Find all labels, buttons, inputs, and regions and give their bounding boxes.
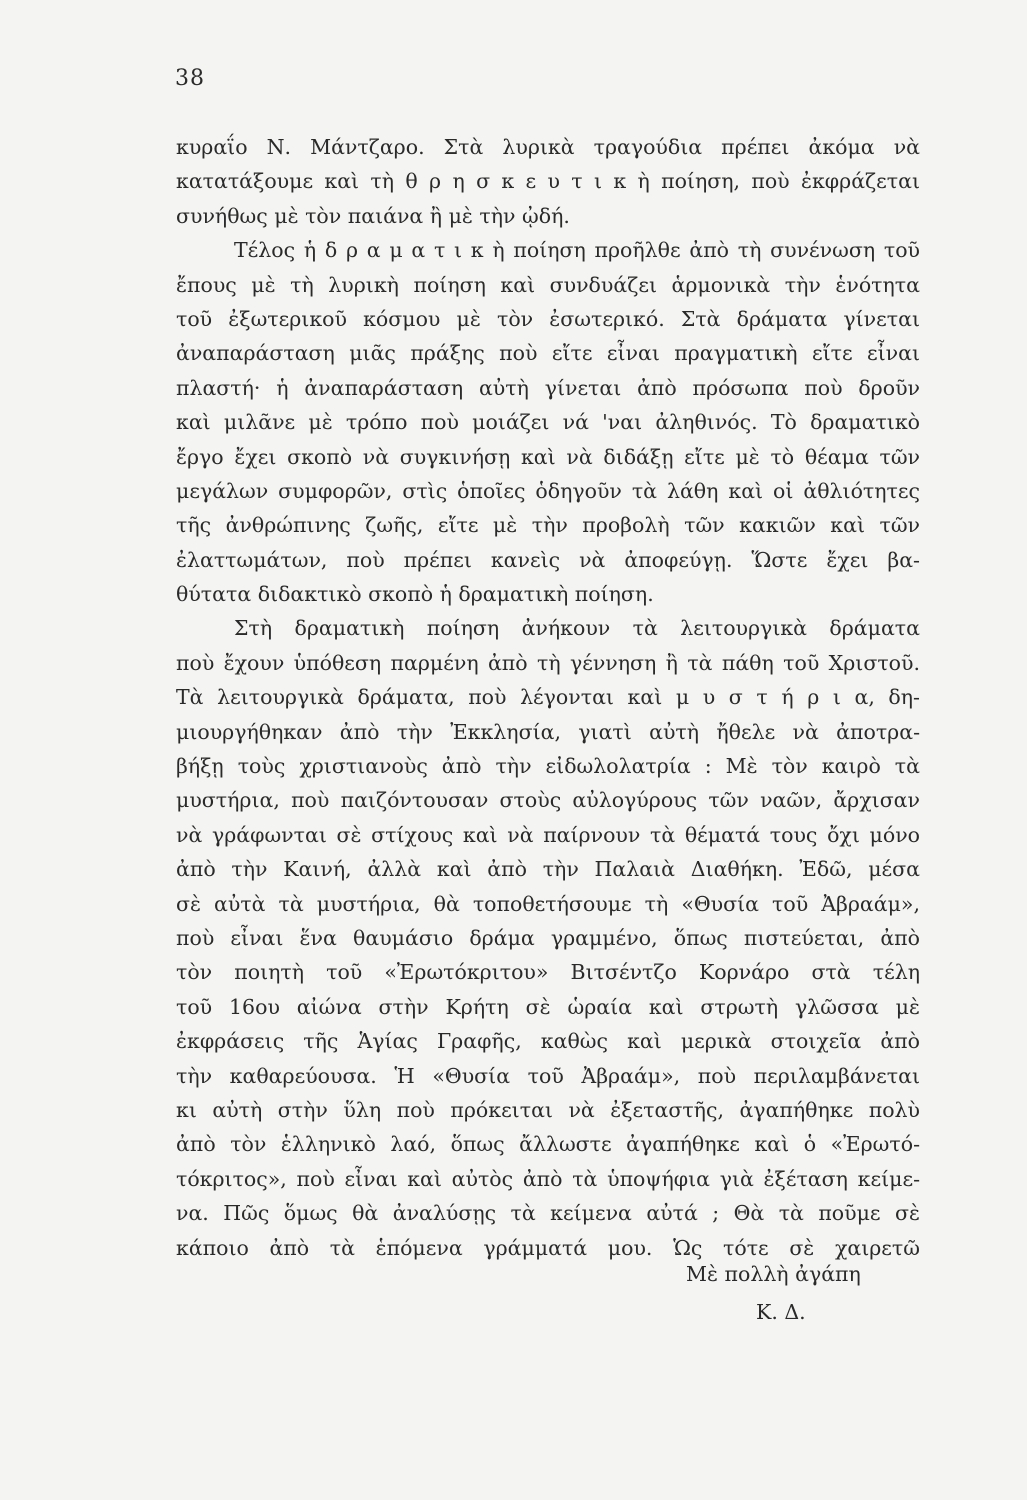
- text-line: ἀπὸ τὸν ἑλληνικὸ λαό, ὅπως ἄλλωστε ἀγαπήθηκε καὶ ὁ «Ἐρωτό-: [176, 1132, 920, 1157]
- text-line: ἀπὸ τὴν Καινή, ἀλλὰ καὶ ἀπὸ τὴν Παλαιὰ Διαθήκη. Ἐδῶ, μέσα: [176, 857, 920, 882]
- text-line: βήξῃ τοὺς χριστιανοὺς ἀπὸ τὴν εἰδωλολατρία : Μὲ τὸν καιρὸ τὰ: [176, 754, 920, 779]
- text-line: ἀναπαράσταση μιᾶς πράξης ποὺ εἴτε εἶναι πραγματικὴ εἴτε εἶναι: [176, 341, 920, 366]
- text-line: Στὴ δραματικὴ ποίηση ἀνήκουν τὰ λειτουργικὰ δράματα: [234, 616, 920, 641]
- text-line: σὲ αὐτὰ τὰ μυστήρια, θὰ τοποθετήσουμε τὴ «Θυσία τοῦ Ἀβραάμ»,: [176, 891, 920, 916]
- text-line: τὴν καθαρεύουσα. Ἡ «Θυσία τοῦ Ἀβραάμ», ποὺ περιλαμβάνεται: [176, 1063, 920, 1088]
- text-line: ποὺ ἔχουν ὑπόθεση παρμένη ἀπὸ τὴ γέννηση ἢ τὰ πάθη τοῦ Χριστοῦ.: [176, 650, 920, 675]
- text-line: κυραΐο Ν. Μάντζαρο. Στὰ λυρικὰ τραγούδια πρέπει ἀκόμα νὰ: [176, 135, 920, 159]
- text-line: καὶ μιλᾶνε μὲ τρόπο ποὺ μοιάζει νά 'ναι ἀληθινός. Τὸ δραματικὸ: [176, 410, 920, 435]
- text-line: μιουργήθηκαν ἀπὸ τὴν Ἐκκλησία, γιατὶ αὐτὴ ἤθελε νὰ ἀποτρα-: [176, 719, 920, 744]
- body-text: [176, 130, 920, 1265]
- text-line: να. Πῶς ὅμως θὰ ἀναλύσῃς τὰ κείμενα αὐτά ; Θὰ τὰ ποῦμε σὲ: [176, 1201, 920, 1226]
- text-line: κι αὐτὴ στὴν ὕλη ποὺ πρόκειται νὰ ἐξεταστῆς, ἀγαπήθηκε πολὺ: [176, 1097, 920, 1122]
- text-line: θύτατα διδακτικὸ σκοπὸ ἡ δραματικὴ ποίηση.: [176, 582, 654, 607]
- text-line: συνήθως μὲ τὸν παιάνα ἢ μὲ τὴν ᾠδή.: [176, 203, 570, 228]
- closing-salutation: Μὲ πολλὴ ἀγάπη: [686, 1262, 861, 1286]
- text-line: κατατάξουμε καὶ τὴ θ ρ η σ κ ε υ τ ι κ ὴ ποίηση, ποὺ ἐκφράζεται: [176, 169, 920, 194]
- text-line: τὸν ποιητὴ τοῦ «Ἐρωτόκριτου» Βιτσέντζο Κορνάρο στὰ τέλη: [176, 960, 920, 985]
- text-line: ἐκφράσεις τῆς Ἁγίας Γραφῆς, καθὼς καὶ μερικὰ στοιχεῖα ἀπὸ: [176, 1029, 920, 1054]
- text-line: τόκριτος», ποὺ εἶναι καὶ αὐτὸς ἀπὸ τὰ ὑποψήφια γιὰ ἐξέταση κείμε-: [176, 1166, 920, 1191]
- text-line: τοῦ 16ου αἰώνα στὴν Κρήτη σὲ ὡραία καὶ στρωτὴ γλῶσσα μὲ: [176, 994, 920, 1019]
- text-line: ἔργο ἔχει σκοπὸ νὰ συγκινήσῃ καὶ νὰ διδάξῃ εἴτε μὲ τὸ θέαμα τῶν: [176, 444, 920, 469]
- text-line: μεγάλων συμφορῶν, στὶς ὁποῖες ὁδηγοῦν τὰ λάθη καὶ οἱ ἀθλιότητες: [176, 478, 920, 503]
- text-line: ἐλαττωμάτων, ποὺ πρέπει κανεὶς νὰ ἀποφεύγῃ. Ὥστε ἔχει βα-: [176, 547, 920, 572]
- text-line: ἔπους μὲ τὴ λυρικὴ ποίηση καὶ συνδυάζει ἁρμονικὰ τὴν ἑνότητα: [176, 272, 920, 297]
- text-line: πλαστή· ἡ ἀναπαράσταση αὐτὴ γίνεται ἀπὸ πρόσωπα ποὺ δροῦν: [176, 375, 920, 400]
- text-line: Τὰ λειτουργικὰ δράματα, ποὺ λέγονται καὶ μ υ σ τ ή ρ ι α, δη-: [176, 685, 920, 710]
- text-line: τῆς ἀνθρώπινης ζωῆς, εἴτε μὲ τὴν προβολὴ τῶν κακιῶν καὶ τῶν: [176, 513, 920, 538]
- text-line: κάποιο ἀπὸ τὰ ἑπόμενα γράμματά μου. Ὡς τότε σὲ χαιρετῶ: [176, 1235, 920, 1260]
- text-line: Τέλος ἡ δ ρ α μ α τ ι κ ὴ ποίηση προῆλθε ἀπὸ τὴ συνένωση τοῦ: [234, 238, 920, 263]
- closing-initials: Κ. Δ.: [756, 1300, 806, 1324]
- text-line: μυστήρια, ποὺ παιζόντουσαν στοὺς αὐλογύρους τῶν ναῶν, ἄρχισαν: [176, 788, 920, 813]
- page-number: 38: [175, 66, 205, 91]
- text-line: νὰ γράφωνται σὲ στίχους καὶ νὰ παίρνουν τὰ θέματά τους ὄχι μόνο: [176, 822, 920, 847]
- text-line: ποὺ εἶναι ἕνα θαυμάσιο δράμα γραμμένο, ὅπως πιστεύεται, ἀπὸ: [176, 925, 920, 950]
- text-line: τοῦ ἐξωτερικοῦ κόσμου μὲ τὸν ἐσωτερικό. Στὰ δράματα γίνεται: [176, 306, 920, 331]
